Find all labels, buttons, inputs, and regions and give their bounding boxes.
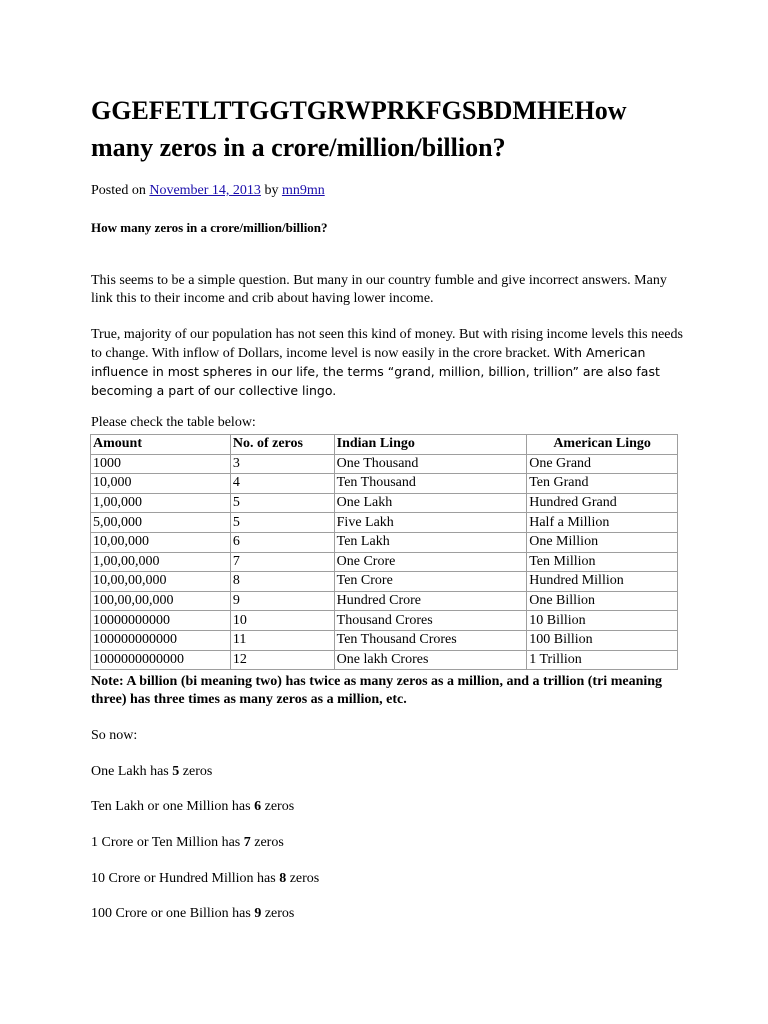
cell-indian-lingo: One Thousand <box>334 454 527 474</box>
fact-suffix: zeros <box>261 799 295 814</box>
cell-amount: 1,00,000 <box>91 493 231 513</box>
cell-zeros: 9 <box>230 591 334 611</box>
cell-indian-lingo: Ten Lakh <box>334 532 527 552</box>
cell-amount: 10,000 <box>91 474 231 494</box>
zeros-table <box>90 434 678 670</box>
table-row <box>91 630 678 650</box>
fact-line <box>91 834 284 852</box>
cell-zeros: 5 <box>230 493 334 513</box>
table-row <box>91 552 678 572</box>
so-now-label: So now: <box>91 728 138 743</box>
cell-zeros: 10 <box>230 611 334 631</box>
table-header-row <box>91 435 678 455</box>
fact-text: Ten Lakh or one Million has <box>91 799 255 814</box>
cell-american-lingo: 1 Trillion <box>527 650 678 670</box>
cell-american-lingo: Hundred Million <box>527 572 678 592</box>
table-row <box>91 572 678 592</box>
cell-zeros: 12 <box>230 650 334 670</box>
note-paragraph: Note: A billion (bi meaning two) has twice as many zeros as a million, and a trillion (tri meaning three) has three times as many zeros as a million, etc. <box>91 674 663 707</box>
cell-amount: 1000 <box>91 454 231 474</box>
cell-american-lingo: Ten Grand <box>527 474 678 494</box>
cell-indian-lingo: One Crore <box>334 552 527 572</box>
cell-zeros: 11 <box>230 630 334 650</box>
cell-indian-lingo: Thousand Crores <box>334 611 527 631</box>
header-amount: Amount <box>91 435 231 455</box>
header-indian-lingo: Indian Lingo <box>334 435 527 455</box>
cell-amount: 5,00,000 <box>91 513 231 533</box>
table-row <box>91 611 678 631</box>
table-row <box>91 474 678 494</box>
income-paragraph <box>91 326 691 401</box>
table-row <box>91 454 678 474</box>
table-intro: Please check the table below: <box>91 415 256 430</box>
cell-zeros: 4 <box>230 474 334 494</box>
table-row <box>91 591 678 611</box>
cell-amount: 100,00,00,000 <box>91 591 231 611</box>
income-paragraph-main: True, majority of our population has not seen this kind of money. But with rising income levels this needs to change. With inflow of Dollars, income level is now easily in the crore bracket. <box>91 327 683 361</box>
cell-amount: 10,00,00,000 <box>91 572 231 592</box>
cell-indian-lingo: Five Lakh <box>334 513 527 533</box>
fact-number: 8 <box>279 871 287 886</box>
fact-line <box>91 870 319 888</box>
cell-american-lingo: Hundred Grand <box>527 493 678 513</box>
subheading: How many zeros in a crore/million/billion? <box>91 220 328 235</box>
fact-suffix: zeros <box>286 871 320 886</box>
cell-zeros: 5 <box>230 513 334 533</box>
cell-american-lingo: 100 Billion <box>527 630 678 650</box>
fact-number: 9 <box>254 906 262 921</box>
cell-zeros: 7 <box>230 552 334 572</box>
table-row <box>91 513 678 533</box>
fact-text: 1 Crore or Ten Million has <box>91 835 244 850</box>
fact-line <box>91 798 294 816</box>
cell-zeros: 6 <box>230 532 334 552</box>
header-zeros: No. of zeros <box>230 435 334 455</box>
cell-amount: 10000000000 <box>91 611 231 631</box>
fact-text: One Lakh has <box>91 764 173 779</box>
intro-paragraph: This seems to be a simple question. But many in our country fumble and give incorrect answers. Many link this to their income and crib about having lower income. <box>91 273 667 306</box>
post-meta <box>91 182 325 200</box>
cell-zeros: 8 <box>230 572 334 592</box>
fact-suffix: zeros <box>250 835 284 850</box>
by-label: by <box>260 183 282 198</box>
cell-american-lingo: One Grand <box>527 454 678 474</box>
table-row <box>91 650 678 670</box>
posted-on-label: Posted on <box>91 183 150 198</box>
cell-indian-lingo: Ten Thousand <box>334 474 527 494</box>
cell-amount: 1,00,00,000 <box>91 552 231 572</box>
cell-american-lingo: One Billion <box>527 591 678 611</box>
cell-indian-lingo: Hundred Crore <box>334 591 527 611</box>
cell-indian-lingo: One lakh Crores <box>334 650 527 670</box>
cell-indian-lingo: Ten Crore <box>334 572 527 592</box>
fact-line <box>91 763 212 781</box>
cell-amount: 1000000000000 <box>91 650 231 670</box>
cell-indian-lingo: Ten Thousand Crores <box>334 630 527 650</box>
fact-number: 5 <box>172 764 180 779</box>
table-row <box>91 532 678 552</box>
cell-american-lingo: Ten Million <box>527 552 678 572</box>
cell-american-lingo: Half a Million <box>527 513 678 533</box>
fact-text: 10 Crore or Hundred Million has <box>91 871 280 886</box>
income-paragraph-tail: With American influence in most spheres in our life, the terms “grand, million, billion, trillion” are also fast becoming a part of our collective lingo. <box>91 345 660 398</box>
fact-suffix: zeros <box>261 906 295 921</box>
post-date-link[interactable]: November 14, 2013 <box>149 183 261 198</box>
fact-number: 7 <box>243 835 251 850</box>
author-link[interactable]: mn9mn <box>281 183 325 198</box>
cell-amount: 10,00,000 <box>91 532 231 552</box>
fact-line <box>91 905 294 923</box>
cell-american-lingo: One Million <box>527 532 678 552</box>
cell-amount: 100000000000 <box>91 630 231 650</box>
fact-text: 100 Crore or one Billion has <box>91 906 255 921</box>
table-row <box>91 493 678 513</box>
cell-zeros: 3 <box>230 454 334 474</box>
fact-number: 6 <box>254 799 262 814</box>
cell-indian-lingo: One Lakh <box>334 493 527 513</box>
page-title: GGEFETLTTGGTGRWPRKFGSBDMHEHow many zeros in a crore/million/billion? <box>91 96 627 162</box>
cell-american-lingo: 10 Billion <box>527 611 678 631</box>
fact-suffix: zeros <box>179 764 213 779</box>
header-american-lingo: American Lingo <box>527 435 678 455</box>
